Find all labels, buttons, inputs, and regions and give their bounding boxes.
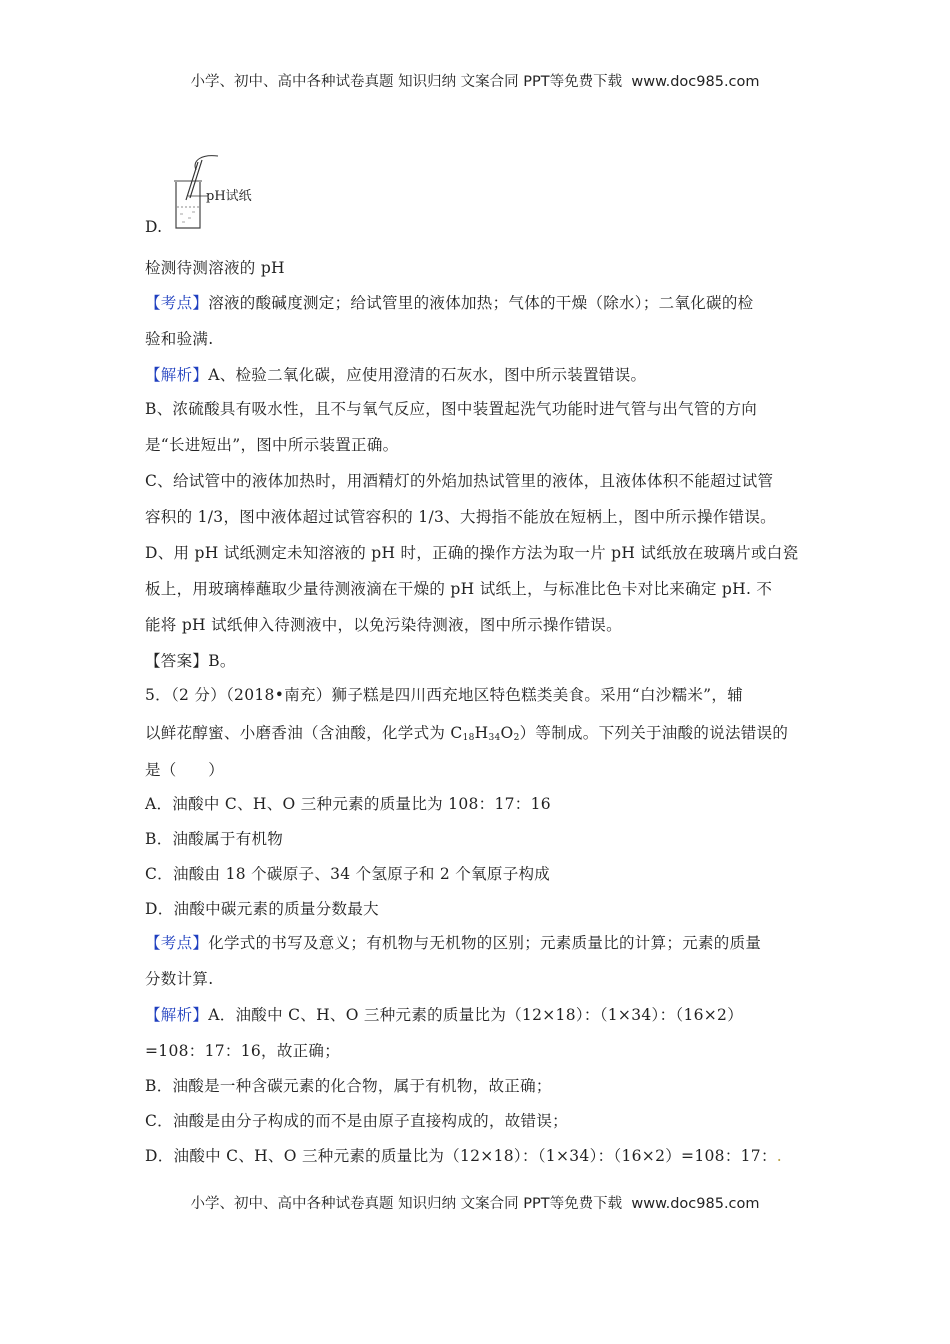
text-line — [145, 1003, 743, 1025]
footer-site: www.doc985.com — [631, 1196, 760, 1212]
text-line — [145, 721, 788, 743]
text-line — [145, 327, 213, 349]
text-line — [145, 218, 162, 236]
text-segment: C．油酸是由分子构成的而不是由原子直接构成的，故错误； — [145, 1112, 568, 1130]
section-tag: 【考点】 — [145, 294, 209, 312]
text-segment: 检测待测溶液的 pH — [145, 259, 285, 277]
footer-text: 小学、初中、高中各种试卷真题 知识归纳 文案合同 PPT等免费下载 — [190, 1196, 623, 1212]
text-segment: 分数计算. — [145, 970, 214, 988]
text-segment: 板上，用玻璃棒蘸取少量待测液滴在干燥的 pH 试纸上，与标准比色卡对比来确定 pH. 不 — [145, 580, 773, 598]
section-tag: 【解析】 — [145, 366, 209, 384]
text-segment: 验和验满. — [145, 330, 214, 348]
text-segment: A．油酸中 C、H、O 三种元素的质量比为 108：17：16 — [145, 795, 551, 813]
text-line — [145, 541, 798, 563]
text-line — [145, 613, 622, 635]
text-segment: A．油酸中 C、H、O 三种元素的质量比为（12×18）：（1×34）：（16×2） — [208, 1006, 744, 1024]
text-segment: 容积的 1/3，图中液体超过试管容积的 1/3、大拇指不能放在短柄上，图中所示操作错误。 — [145, 508, 776, 526]
text-segment: 【答案】B。 — [145, 652, 236, 670]
header-site: www.doc985.com — [631, 74, 760, 90]
text-segment: A、检验二氧化碳，应使用澄清的石灰水，图中所示装置错误。 — [208, 366, 647, 384]
text-line — [145, 1039, 340, 1061]
text-segment: O — [500, 724, 514, 742]
text-segment: 溶液的酸碱度测定；给试管里的液体加热；气体的干燥（除水）；二氧化碳的检 — [208, 294, 754, 312]
text-segment: . — [776, 1147, 782, 1165]
text-line — [145, 967, 213, 989]
section-tag: 【解析】 — [145, 1006, 209, 1024]
text-segment: ）等制成。下列关于油酸的说法错误的 — [519, 724, 789, 742]
page-header — [0, 70, 950, 91]
text-segment: 化学式的书写及意义；有机物与无机物的区别；元素质量比的计算；元素的质量 — [208, 934, 762, 952]
text-segment: D．油酸中碳元素的质量分数最大 — [145, 900, 379, 918]
header-text: 小学、初中、高中各种试卷真题 知识归纳 文案合同 PPT等免费下载 — [190, 74, 623, 90]
text-line — [145, 1074, 552, 1096]
text-segment: =108：17：16，故正确； — [145, 1042, 341, 1060]
text-segment: B．油酸属于有机物 — [145, 830, 284, 848]
text-segment: 以鲜花醇蜜、小磨香油（含油酸，化学式为 C — [145, 724, 463, 742]
text-segment: 是（ ） — [145, 761, 225, 779]
text-line — [145, 649, 236, 671]
ph-test-beaker-figure — [168, 152, 258, 232]
text-segment: 能将 pH 试纸伸入待测液中，以免污染待测液，图中所示操作错误。 — [145, 616, 622, 634]
text-segment: B、浓硫酸具有吸水性，且不与氧气反应，图中装置起洗气功能时进气管与出气管的方向 — [145, 400, 758, 418]
text-line — [145, 256, 285, 278]
text-segment: D．油酸中 C、H、O 三种元素的质量比为（12×18）：（1×34）：（16×2）=108：17： — [145, 1147, 777, 1165]
ph-paper-label: pH试纸 — [206, 189, 252, 204]
text-line — [145, 505, 776, 527]
text-segment: D、用 pH 试纸测定未知溶液的 pH 时，正确的操作方法为取一片 pH 试纸放在玻璃片或白瓷 — [145, 544, 799, 562]
text-line — [145, 862, 550, 884]
text-line — [145, 291, 753, 313]
text-line — [145, 827, 283, 849]
text-line — [145, 758, 224, 780]
text-segment: H — [474, 724, 489, 742]
text-segment: 18 — [462, 733, 475, 743]
page-footer — [0, 1192, 950, 1213]
text-line — [145, 577, 772, 599]
text-line — [145, 792, 551, 814]
text-line — [145, 1109, 568, 1131]
text-line — [145, 363, 646, 385]
text-line — [145, 469, 773, 491]
text-segment: B．油酸是一种含碳元素的化合物，属于有机物，故正确； — [145, 1077, 552, 1095]
text-segment: C．油酸由 18 个碳原子、34 个氢原子和 2 个氧原子构成 — [145, 865, 551, 883]
text-segment: C、给试管中的液体加热时，用酒精灯的外焰加热试管里的液体，且液体体积不能超过试管 — [145, 472, 774, 490]
text-line — [145, 931, 761, 953]
text-segment: 34 — [488, 733, 501, 743]
text-segment: 是“长进短出”，图中所示装置正确。 — [145, 436, 399, 454]
text-line — [145, 1144, 782, 1166]
text-line — [145, 897, 379, 919]
text-line — [145, 397, 757, 419]
text-line — [145, 683, 743, 705]
text-segment: 2 — [513, 733, 520, 743]
section-tag: 【考点】 — [145, 934, 209, 952]
text-line — [145, 433, 398, 455]
text-segment: D. — [145, 218, 163, 236]
text-segment: 5．（2 分）（2018•南充）狮子糕是四川西充地区特色糕类美食。采用“白沙糯米”，辅 — [145, 686, 743, 704]
